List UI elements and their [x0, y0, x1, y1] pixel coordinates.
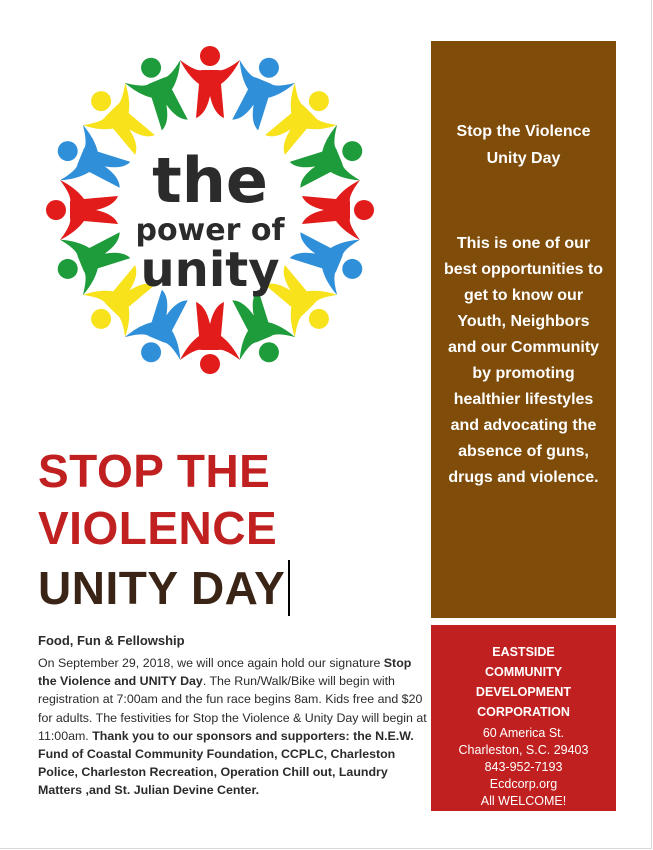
address-line-1: 60 America St.: [482, 726, 565, 740]
logo-text-the: the: [152, 144, 268, 217]
address-line-2: Charleston, S.C. 29403: [458, 743, 589, 757]
person-figure: [180, 46, 240, 118]
power-of-unity-logo: [40, 40, 380, 380]
org-line-3: DEVELOPMENT: [475, 685, 572, 699]
logo-text-unity: unity: [140, 242, 280, 298]
body-heading: Food, Fun & Fellowship: [38, 633, 185, 648]
sidebar-text: This is one of our best opportunities to get to know our Youth, Neighbors and our Community by promoting healthier lifestyles and advocating the absence of guns, drugs and violence.: [443, 235, 604, 486]
contact-details: [441, 725, 606, 810]
org-line-4: CORPORATION: [477, 705, 570, 719]
logo-text-power-of: power of: [135, 213, 285, 248]
body-thanks: Thank you to our sponsors and supporters: the N.E.W. Fund of Coastal Community Foundation, CCPLC, Charleston Police, Charleston Recreation, Operation Chill out, Laundry Matters ,and St. Julian Devine Center.: [38, 728, 414, 798]
phone-number: 843-952-7193: [484, 760, 563, 774]
body-paragraph: [38, 654, 430, 800]
website-text: Ecdcorp.org: [489, 777, 558, 791]
body-details: . The Run/Walk/Bike will begin with registration at 7:00am and the fun race begins 8am. Kids free and $20 for adults. The festivities for Stop the Violence & Unity Day will begin at 11:00am.: [38, 674, 427, 743]
headline-line-3: UNITY DAY: [38, 562, 286, 614]
person-figure: [180, 302, 240, 374]
org-name: [441, 642, 606, 722]
org-line-2: COMMUNITY: [484, 665, 563, 679]
welcome-text: All WELCOME!: [480, 794, 567, 808]
headline-line-1: STOP THE: [38, 445, 271, 497]
sidebar-title: Stop the Violence Unity Day: [456, 123, 591, 167]
contact-box: [431, 625, 616, 811]
person-figure: [302, 180, 374, 240]
body-event-name: Stop the Violence and UNITY Day: [38, 656, 412, 689]
person-figure: [46, 180, 118, 240]
text-cursor: [288, 560, 290, 616]
sidebar-box: [431, 41, 616, 618]
org-line-1: EASTSIDE: [492, 645, 555, 659]
body-intro: On September 29, 2018, we will once again hold our signature: [38, 656, 381, 670]
logo-graphic: [40, 40, 380, 380]
headline-line-2: VIOLENCE: [38, 502, 278, 554]
